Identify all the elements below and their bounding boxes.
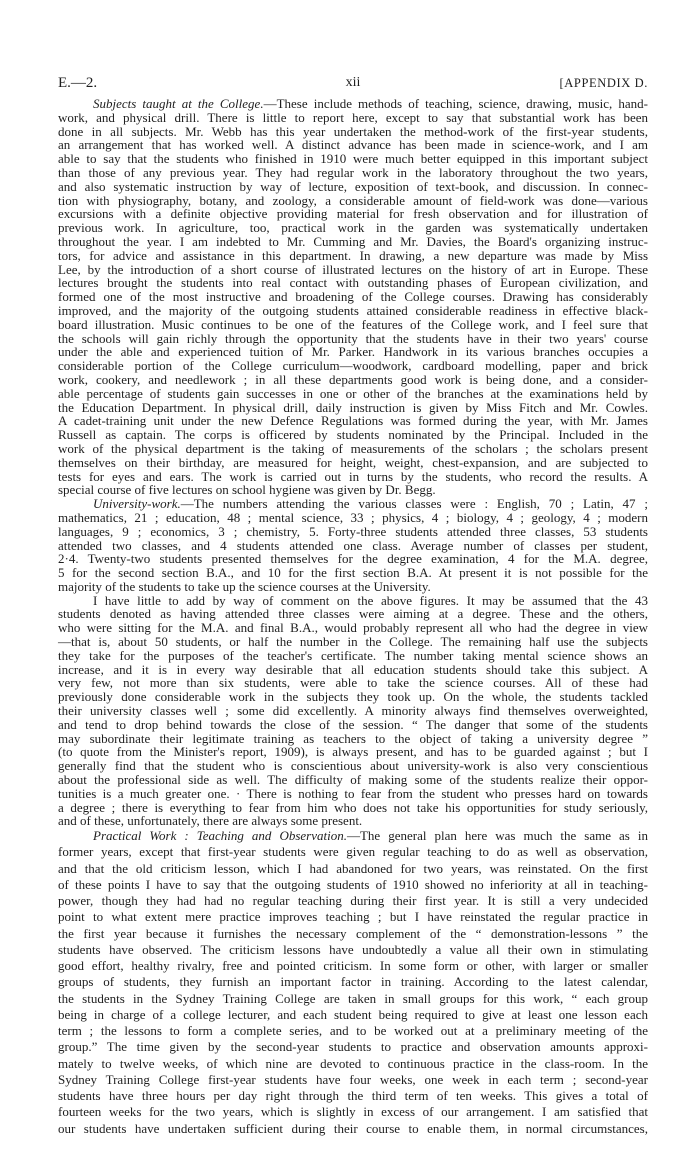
text-line [58, 483, 648, 497]
line-text: tion with physiography, botany, and zoology, a considerable amount of field-work was done—various [58, 192, 648, 208]
text-line [58, 676, 648, 690]
text-line [58, 1023, 648, 1039]
line-text: and tend to drop behind towards the close of the session. “ The danger that some of the students [58, 716, 648, 732]
line-text: group.” The time given by the second-year students to practice and observation amounts approxi- [58, 1039, 648, 1055]
paragraph-subjects-taught [58, 97, 648, 497]
line-text: students have three hours per day right through the third term of ten weeks. This gives a total of [58, 1088, 648, 1104]
text-line [58, 359, 648, 373]
line-text: attended two classes, and 4 students attended one class. Average number of classes per student, [58, 537, 648, 553]
text-line [58, 125, 648, 139]
text-line [58, 635, 648, 649]
line-text: groups of students, they furnish an important factor in training. According to the latest calendar, [58, 974, 648, 990]
line-text: work, and physical drill. There is little to report here, except to say that substantial work has been [58, 109, 648, 125]
text-line [58, 345, 648, 359]
line-text: being in charge of a college lecturer, and each student being required to give at least one lesson each [58, 1006, 648, 1022]
text-line [58, 814, 648, 828]
line-text: mately to twelve weeks, of which nine are devoted to continuous practice in the class-room. In the [58, 1055, 648, 1071]
line-text: —that is, about 50 students, or half the number in the College. The remaining half use the subjects [58, 634, 648, 650]
line-text: who were sitting for the M.A. and final B.A., would probably represent all who had the degree in view [58, 620, 648, 636]
line-text: able to say that the students who finished in 1910 were much better equipped in this important subject [58, 151, 648, 167]
document-code: E.—2. [58, 75, 98, 91]
text-line [58, 718, 648, 732]
text-line [58, 166, 648, 180]
line-text: our students have undertaken sufficient during their course to enable them, in normal circumstances, [58, 1120, 648, 1136]
line-text: the Education Department. In physical drill, daily instruction is given by Miss Fitch and Mr. Cowles. [58, 399, 648, 415]
line-text: 5 for the second section B.A., and 10 for the first section B.A. At present it is not possible for the [58, 565, 648, 581]
text-line [58, 663, 648, 677]
line-text: A cadet-training unit under the new Defence Regulations was formed during the year, with Mr. James [58, 413, 648, 429]
text-line [58, 497, 648, 511]
text-line [58, 97, 648, 111]
text-line [58, 1056, 648, 1072]
line-text: Sydney Training College first-year students have four weeks, one week in each term ; second-year [58, 1071, 648, 1087]
line-text: former years, except that first-year students were given regular teaching to do as well as observation, [58, 844, 648, 860]
paragraph-practical-work [58, 828, 648, 1137]
text-line [58, 844, 648, 860]
line-text: previous work. In agriculture, too, practical work in the garden was systematically undertaken [58, 220, 648, 236]
line-text: tors, for advice and assistance in this department. In drawing, a new departure was made by Miss [58, 247, 648, 263]
line-text: about the professional side as well. The difficulty of making some of the students realize their oppor- [58, 772, 648, 788]
text-line [58, 1121, 648, 1137]
line-text: good effort, healthy rivalry, free and pointed criticism. In some form or other, with larger or smaller [58, 958, 648, 974]
text-line [58, 401, 648, 415]
text-line [58, 759, 648, 773]
text-line [58, 877, 648, 893]
page-number: xii [345, 75, 361, 90]
text-line [58, 745, 648, 759]
line-text: I have little to add by way of comment on the above figures. It may be assumed that the 43 [93, 592, 648, 608]
line-text: done in all subjects. Mr. Webb has this year undertaken the method-work of the first-year students, [58, 123, 648, 139]
appendix-label: [APPENDIX D. [559, 76, 648, 90]
line-text: work of the physical department is the taking of measurements of the scholars ; the scholars present [58, 440, 648, 456]
text-line [58, 958, 648, 974]
line-text: generally find that the student who is conscientious about university-work is also very conscientious [58, 758, 648, 774]
text-line [58, 787, 648, 801]
line-text: special course of five lectures on school hygiene was given by Dr. Begg. [58, 482, 436, 498]
text-line [58, 207, 648, 221]
line-text: —The numbers attending the various classes were : English, 70 ; Latin, 47 ; [180, 496, 648, 512]
text-line [58, 511, 648, 525]
text-line [58, 138, 648, 152]
text-line [58, 704, 648, 718]
line-text: students denoted as having attended three classes were aiming at a degree. These and the others, [58, 606, 648, 622]
line-text: —These include methods of teaching, science, drawing, music, hand- [263, 96, 648, 111]
text-line [58, 909, 648, 925]
line-text: very few, not more than six students, were able to take the science courses. All of these had [58, 675, 648, 691]
text-line [58, 974, 648, 990]
text-line [58, 649, 648, 663]
body-text [58, 97, 648, 1137]
text-line [58, 1104, 648, 1120]
text-line [58, 607, 648, 621]
line-text: Russell as captain. The corps is officered by students nominated by the Principal. Included in the [58, 427, 648, 443]
line-text: able percentage of students gain successes in one or other of the branches at the examinations held by [58, 385, 648, 401]
paragraph-heading: University-work. [93, 496, 181, 512]
text-line [58, 690, 648, 704]
text-line [58, 732, 648, 746]
text-line [58, 235, 648, 249]
line-text: the first year because it furnishes the necessary complement of the “ demonstration-lessons ” the [58, 925, 648, 941]
line-text: and also systematic instruction by way of lecture, exposition of text-book, and discussion. In connec- [58, 178, 648, 194]
text-line [58, 263, 648, 277]
text-line [58, 180, 648, 194]
line-text: a degree ; there is everything to fear from him who does not take his opportunities for study seriously, [58, 799, 648, 815]
line-text: lectures brought the students into real contact with outstanding phases of European civilization, and [58, 275, 648, 291]
text-line [58, 428, 648, 442]
line-text: excursions with a definite objective providing material for fresh observation and for illustration of [58, 206, 648, 222]
line-text: than those of any previous year. They had regular work in the laboratory throughout the two years, [58, 164, 648, 180]
line-text: considerable portion of the College curriculum—woodwork, cardboard modelling, paper and brick [58, 358, 648, 374]
paragraph-university-work [58, 497, 648, 594]
text-line [58, 861, 648, 877]
text-line [58, 539, 648, 553]
text-line [58, 594, 648, 608]
line-text: and that the old criticism lesson, which I had abandoned for two years, was reinstated. On the first [58, 860, 648, 876]
line-text: increase, and it is in every way desirable that all education students should take this subject. A [58, 661, 648, 677]
text-line [58, 801, 648, 815]
text-line [58, 1007, 648, 1023]
line-text: board illustration. Music continues to be one of the features of the College work, and I feel sure that [58, 316, 648, 332]
text-line [58, 442, 648, 456]
line-text: Lee, by the introduction of a short course of illustrated lectures on the history of art in Europe. These [58, 261, 648, 277]
line-text: under the able and experienced tuition of Mr. Parker. Handwork in its various branches occupies a [58, 344, 648, 360]
text-line [58, 387, 648, 401]
line-text: work, cookery, and needlework ; in all these departments good work is being done, and a consider- [58, 371, 648, 387]
line-text: and of these, unfortunately, there are always some present. [58, 813, 363, 829]
line-text: throughout the year. I am indebted to Mr. Cumming and Mr. Davies, the Board's organizing instruc- [58, 233, 648, 249]
line-text: themselves on their birthday, are measured for height, weight, chest-expansion, and are subjected to [58, 454, 648, 470]
line-text: the students in the Sydney Training College are taken in small groups for this work, “ each group [58, 990, 648, 1006]
text-line [58, 580, 648, 594]
text-line [58, 194, 648, 208]
line-text: (to quote from the Minister's report, 1909), is always present, and has to be guarded against ; but I [58, 744, 648, 760]
text-line [58, 221, 648, 235]
line-text: —The general plan here was much the same as in [346, 828, 648, 844]
text-line [58, 991, 648, 1007]
paragraph-heading: Subjects taught at the College. [93, 96, 264, 111]
text-line [58, 773, 648, 787]
text-line [58, 373, 648, 387]
text-line [58, 893, 648, 909]
line-text: formed one of the most instructive and broadening of the College courses. Drawing has considerably [58, 289, 648, 305]
text-line [58, 290, 648, 304]
line-text: previously done considerable work in the subjects they took up. On the whole, the students tackled [58, 689, 648, 705]
line-text: point to what extent mere practice improves teaching ; but I have reinstated the regular practice in [58, 909, 648, 925]
running-header [58, 75, 648, 91]
paragraph-comment-on-figures [58, 594, 648, 829]
line-text: may subordinate their legitimate training as teachers to the object of taking a university degree ” [58, 730, 648, 746]
line-text: mathematics, 21 ; education, 48 ; mental science, 33 ; physics, 4 ; biology, 4 ; geology, 4 ; modern [58, 509, 648, 525]
line-text: fourteen weeks for the two years, which is slightly in excess of our arrangement. I am satisfied that [58, 1104, 648, 1120]
line-text: languages, 9 ; economics, 3 ; chemistry, 5. Forty-three students attended three classes, 53 students [58, 523, 648, 539]
line-text: their university classes well ; some did excellently. A minority always find themselves overweighted, [58, 703, 648, 719]
line-text: power, though they had had no regular teaching during their first year. It is still a very undecided [58, 893, 648, 909]
text-line [58, 525, 648, 539]
line-text: 2·4. Twenty-two students presented themselves for the degree examination, 4 for the M.A. degree, [58, 551, 648, 567]
text-line [58, 621, 648, 635]
text-line [58, 456, 648, 470]
text-line [58, 1039, 648, 1055]
text-line [58, 470, 648, 484]
line-text: tunities is a much greater one. · There is nothing to fear from the student who presses hard on towards [58, 785, 648, 801]
text-line [58, 414, 648, 428]
text-line [58, 152, 648, 166]
text-line [58, 942, 648, 958]
line-text: majority of the students to take up the science courses at the University. [58, 578, 431, 594]
line-text: students have observed. The criticism lessons have undoubtedly a value all their own in stimulating [58, 941, 648, 957]
paragraph-heading: Practical Work : Teaching and Observation. [93, 828, 347, 844]
text-line [58, 828, 648, 844]
text-line [58, 304, 648, 318]
text-line [58, 926, 648, 942]
line-text: the schools will gain richly through the opportunity that the students have in their two years' course [58, 330, 648, 346]
line-text: tests for eyes and ears. The work is carried out in turns by the students, who record the results. A [58, 468, 648, 484]
line-text: term ; the lessons to form a complete series, and to be worked out at a preliminary meeting of the [58, 1023, 648, 1039]
line-text: of these points I have to say that the outgoing students of 1910 showed no inferiority at all in teaching- [58, 876, 648, 892]
text-line [58, 1072, 648, 1088]
text-line [58, 566, 648, 580]
text-line [58, 276, 648, 290]
line-text: improved, and the majority of the outgoing students attained considerable readiness in effective black- [58, 302, 648, 318]
line-text: an arrangement that has worked well. A distinct advance has been made in science-work, and I am [58, 137, 648, 153]
text-line [58, 111, 648, 125]
text-line [58, 332, 648, 346]
text-line [58, 318, 648, 332]
text-line [58, 249, 648, 263]
text-line [58, 1088, 648, 1104]
text-line [58, 552, 648, 566]
line-text: they take for the purposes of the teacher's certificate. The number taking mental science shows an [58, 647, 648, 663]
